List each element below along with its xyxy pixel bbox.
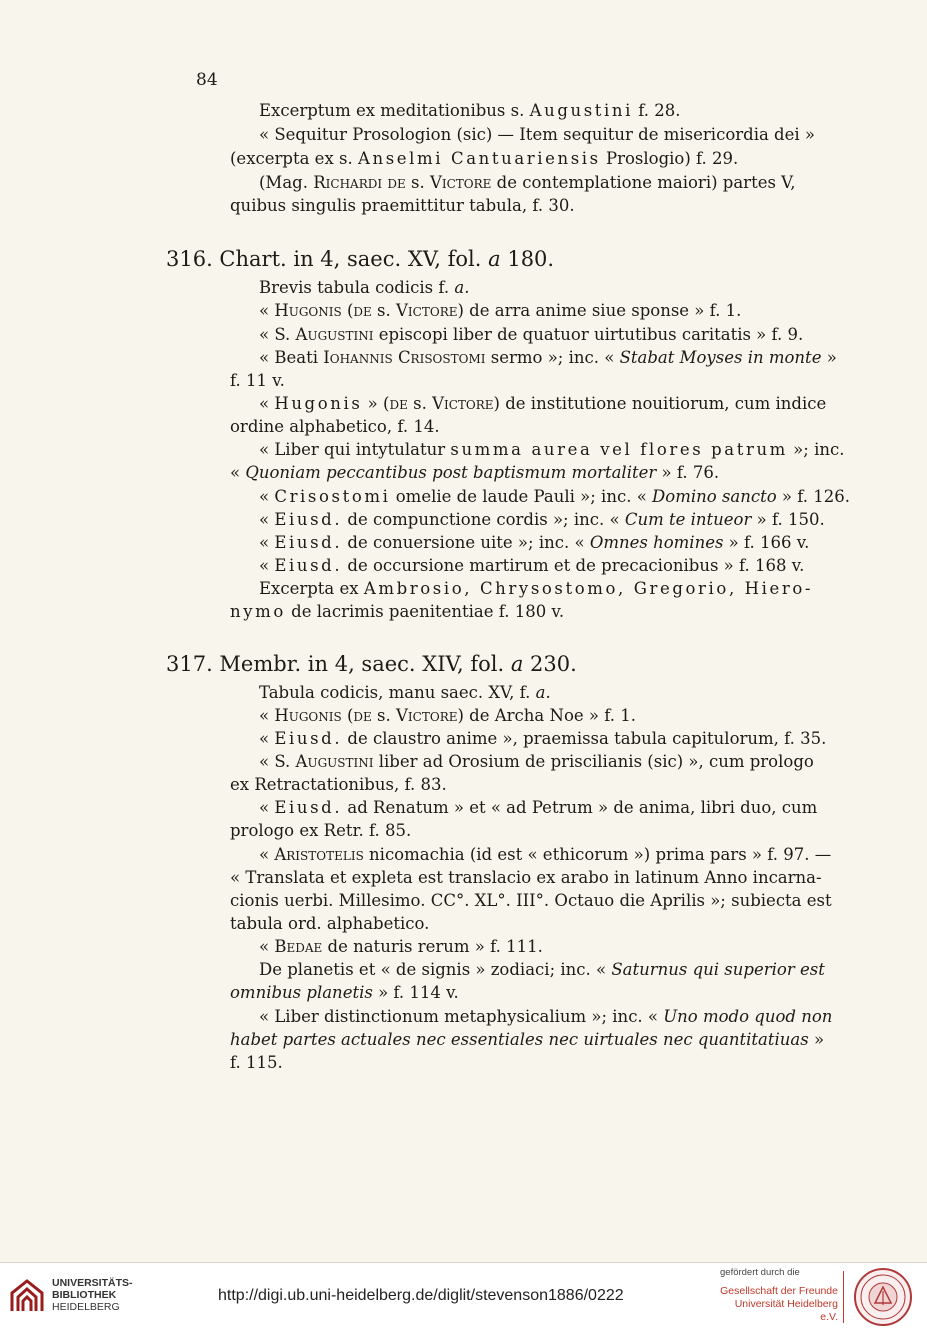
- university-library-logo-icon[interactable]: [10, 1279, 44, 1313]
- text-line: « Hugonis (de s. Victore) de arra anime siue sponse » f. 1.: [259, 301, 742, 320]
- text-line: (Mag. Richardi de s. Victore de contemplatione maiori) partes V,: [259, 173, 796, 192]
- text-line: quibus singulis praemittitur tabula, f. 30.: [230, 196, 575, 215]
- sponsor-label: gefördert durch die: [720, 1267, 800, 1278]
- library-name: UNIVERSITÄTS- BIBLIOTHEK HEIDELBERG: [52, 1277, 133, 1313]
- text-line: nymo de lacrimis paenitentiae f. 180 v.: [230, 602, 565, 621]
- text-line: (excerpta ex s. Anselmi Cantuariensis Proslogio) f. 29.: [230, 149, 739, 168]
- text-line: « Eiusd. de claustro anime », praemissa tabula capitulorum, f. 35.: [259, 729, 827, 748]
- page-number: 84: [196, 70, 218, 90]
- entry-heading-317: 317. Membr. in 4, saec. XIV, fol. a 230.: [166, 652, 577, 676]
- text-line: « Quoniam peccantibus post baptismum mortaliter » f. 76.: [230, 463, 720, 482]
- sponsor-name[interactable]: Gesellschaft der Freunde Universität Heidelberg e.V.: [720, 1285, 838, 1323]
- text-line: « Eiusd. ad Renatum » et « ad Petrum » de anima, libri duo, cum: [259, 798, 818, 817]
- text-line: omnibus planetis » f. 114 v.: [230, 983, 459, 1002]
- text-line: « Hugonis » (de s. Victore) de institutione nouitiorum, cum indice: [259, 394, 827, 413]
- text-line: « Crisostomi omelie de laude Pauli »; inc. « Domino sancto » f. 126.: [259, 487, 851, 506]
- text-line: « Sequitur Prosologion (sic) — Item sequitur de misericordia dei »: [259, 125, 816, 144]
- text-line: « S. Augustini liber ad Orosium de priscilianis (sic) », cum prologo: [259, 752, 814, 771]
- text-line: « Liber qui intytulatur summa aurea vel flores patrum »; inc.: [259, 440, 845, 459]
- text-line: « Eiusd. de compunctione cordis »; inc. « Cum te intueor » f. 150.: [259, 510, 825, 529]
- text-line: f. 115.: [230, 1053, 283, 1072]
- footer-divider: [843, 1271, 844, 1323]
- permalink-url[interactable]: http://digi.ub.uni-heidelberg.de/diglit/stevenson1886/0222: [218, 1287, 624, 1304]
- text-line: Excerptum ex meditationibus s. Augustini f. 28.: [259, 101, 681, 120]
- entry-heading-316: 316. Chart. in 4, saec. XV, fol. a 180.: [166, 247, 555, 271]
- text-line: ex Retractationibus, f. 83.: [230, 775, 447, 794]
- text-line: De planetis et « de signis » zodiaci; inc. « Saturnus qui superior est: [259, 960, 825, 979]
- university-seal-icon: [853, 1267, 913, 1327]
- text-line: « Eiusd. de occursione martirum et de precacionibus » f. 168 v.: [259, 556, 805, 575]
- text-line: « Hugonis (de s. Victore) de Archa Noe » f. 1.: [259, 706, 636, 725]
- text-line: f. 11 v.: [230, 371, 285, 390]
- text-line: « Translata et expleta est translacio ex arabo in latinum Anno incarna-: [230, 868, 822, 887]
- text-line: cionis uerbi. Millesimo. CC°. XL°. III°. Octauo die Aprilis »; subiecta est: [230, 891, 832, 910]
- text-line: « Eiusd. de conuersione uite »; inc. « Omnes homines » f. 166 v.: [259, 533, 810, 552]
- text-line: « Bedae de naturis rerum » f. 111.: [259, 937, 543, 956]
- text-line: ordine alphabetico, f. 14.: [230, 417, 440, 436]
- text-line: Tabula codicis, manu saec. XV, f. a.: [259, 683, 551, 702]
- text-line: prologo ex Retr. f. 85.: [230, 821, 412, 840]
- text-line: « S. Augustini episcopi liber de quatuor uirtutibus caritatis » f. 9.: [259, 325, 804, 344]
- text-line: « Beati Iohannis Crisostomi sermo »; inc. « Stabat Moyses in monte »: [259, 348, 837, 367]
- text-line: tabula ord. alphabetico.: [230, 914, 430, 933]
- text-line: « Aristotelis nicomachia (id est « ethicorum ») prima pars » f. 97. —: [259, 845, 832, 864]
- text-line: habet partes actuales nec essentiales nec uirtuales nec quantitatiuas »: [230, 1030, 825, 1049]
- viewer-footer: [0, 1262, 927, 1330]
- text-line: Excerpta ex Ambrosio, Chrysostomo, Gregorio, Hiero-: [259, 579, 814, 598]
- text-line: « Liber distinctionum metaphysicalium »; inc. « Uno modo quod non: [259, 1007, 833, 1026]
- text-line: Brevis tabula codicis f. a.: [259, 278, 470, 297]
